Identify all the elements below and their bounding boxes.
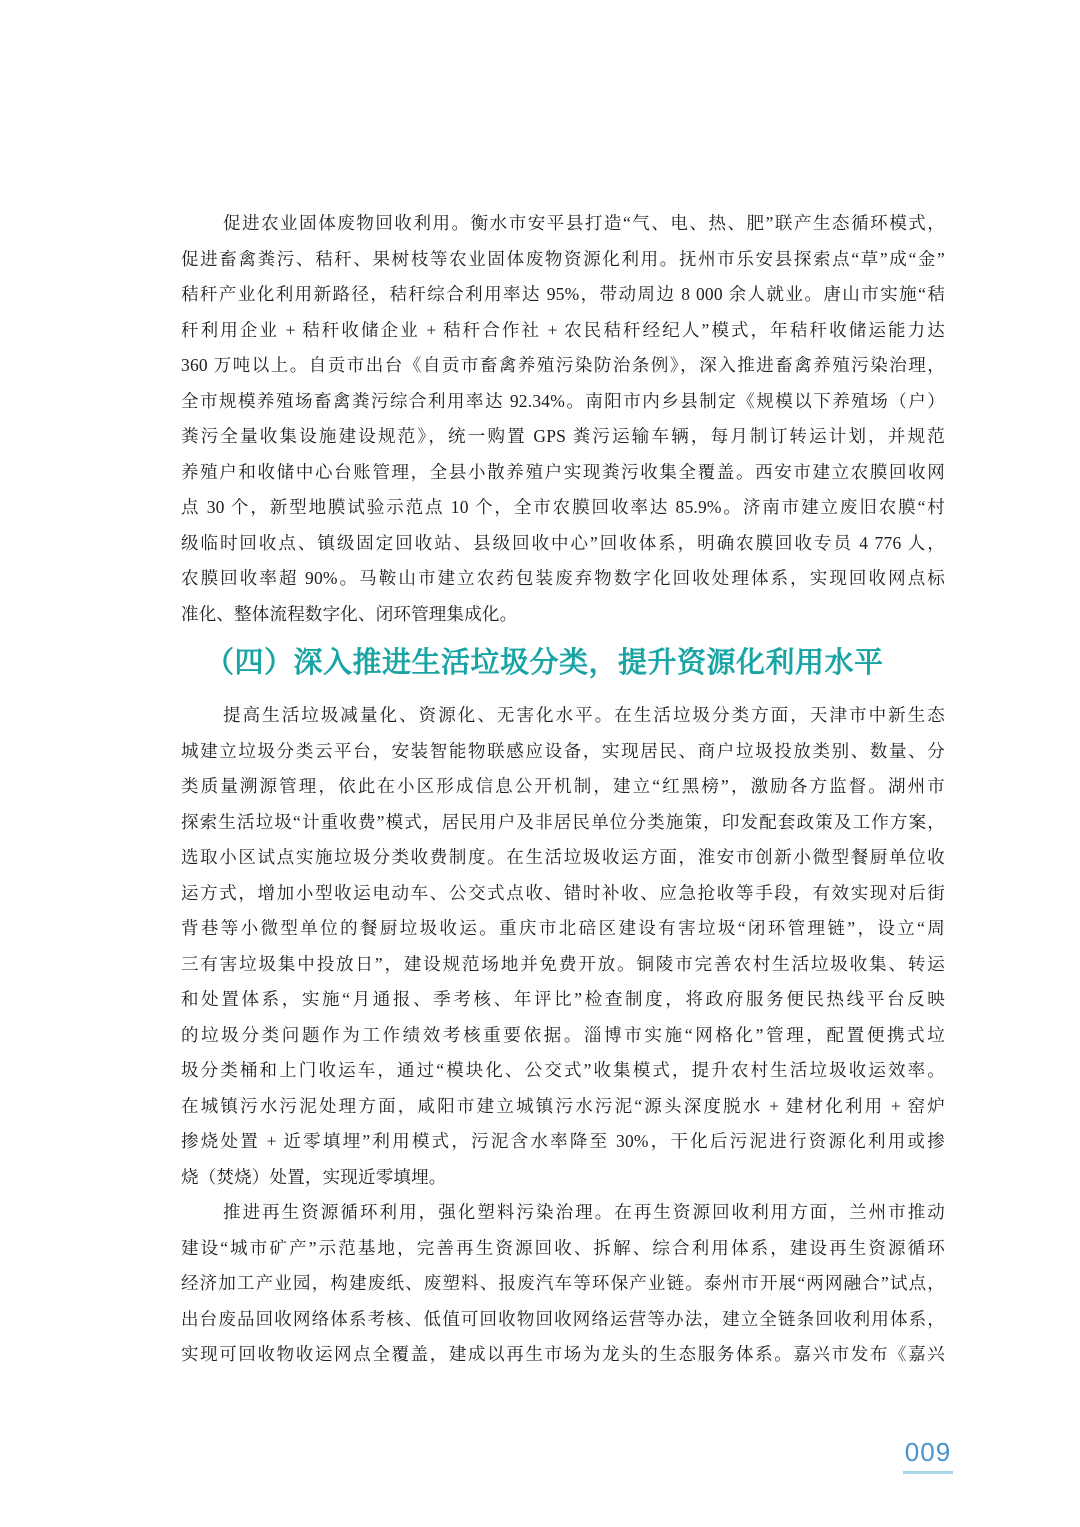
text-line: 三有害垃圾集中投放日”，建设规范场地并免费开放。铜陵市完善农村生活垃圾收集、转运 — [181, 953, 945, 974]
text-line: 和处置体系，实施“月通报、季考核、年评比”检查制度，将政府服务便民热线平台反映 — [181, 989, 945, 1009]
text-line: 经济加工产业园，构建废纸、废塑料、报废汽车等环保产业链。泰州市开展“两网融合”试点， — [181, 1273, 945, 1293]
text-line: 背巷等小微型单位的餐厨垃圾收运。重庆市北碚区建设有害垃圾“闭环管理链”，设立“周 — [181, 918, 945, 938]
text-line: 选取小区试点实施垃圾分类收费制度。在生活垃圾收运方面，淮安市创新小微型餐厨单位收 — [181, 847, 945, 867]
text-line: 烧（焚烧）处置，实现近零填埋。 — [181, 1166, 447, 1187]
text-line: 秸秆产业化利用新路径，秸秆综合利用率达 95%，带动周边 8 000 余人就业。唐山市实施“秸 — [181, 284, 945, 304]
text-line: 粪污全量收集设施建设规范》，统一购置 GPS 粪污运输车辆，每月制订转运计划，并规范 — [181, 426, 945, 446]
page-content — [181, 206, 945, 1373]
text-line: 农膜回收率超 90%。马鞍山市建立农药包装废弃物数字化回收处理体系，实现回收网点标 — [181, 568, 945, 588]
text-line: 全市规模养殖场畜禽粪污综合利用率达 92.34%。南阳市内乡县制定《规模以下养殖场（户） — [181, 390, 945, 411]
text-line: 点 30 个，新型地膜试验示范点 10 个，全市农膜回收率达 85.9%。济南市建立废旧农膜“村 — [181, 497, 945, 517]
text-line: 建设“城市矿产”示范基地，完善再生资源回收、拆解、综合利用体系，建设再生资源循环 — [181, 1237, 945, 1258]
text-line: 的垃圾分类问题作为工作绩效考核重要依据。淄博市实施“网格化”管理，配置便携式垃 — [181, 1024, 945, 1045]
text-line: 促进农业固体废物回收利用。衡水市安平县打造“气、电、热、肥”联产生态循环模式， — [223, 213, 945, 233]
text-line: 出台废品回收网络体系考核、低值可回收物回收网络运营等办法，建立全链条回收利用体系， — [181, 1308, 945, 1329]
text-line: 360 万吨以上。自贡市出台《自贡市畜禽养殖污染防治条例》，深入推进畜禽养殖污染治理， — [181, 355, 945, 375]
text-line: 掺烧处置 + 近零填埋”利用模式，污泥含水率降至 30%，干化后污泥进行资源化利用或掺 — [181, 1131, 945, 1151]
text-line: 城建立垃圾分类云平台，安装智能物联感应设备，实现居民、商户垃圾投放类别、数量、分 — [181, 740, 945, 761]
paragraph — [181, 698, 945, 1195]
text-line: 级临时回收点、镇级固定回收站、县级回收中心”回收体系，明确农膜回收专员 4 776 人， — [181, 532, 945, 553]
text-line: 促进畜禽粪污、秸秆、果树枝等农业固体废物资源化利用。抚州市乐安县探索点“草”成“金” — [181, 248, 945, 269]
text-line: 提高生活垃圾减量化、资源化、无害化水平。在生活垃圾分类方面，天津市中新生态 — [223, 705, 945, 725]
text-line: 运方式，增加小型收运电动车、公交式点收、错时补收、应急抢收等手段，有效实现对后街 — [181, 882, 945, 903]
section-heading: （四）深入推进生活垃圾分类，提升资源化利用水平 — [205, 647, 884, 679]
paragraph — [181, 1195, 945, 1373]
text-line: 探索生活垃圾“计重收费”模式，居民用户及非居民单位分类施策，印发配套政策及工作方案， — [181, 811, 945, 832]
text-line: 圾分类桶和上门收运车，通过“模块化、公交式”收集模式，提升农村生活垃圾收运效率。 — [181, 1060, 945, 1080]
paragraph — [181, 206, 945, 632]
text-line: 实现可回收物收运网点全覆盖，建成以再生市场为龙头的生态服务体系。嘉兴市发布《嘉兴 — [181, 1344, 945, 1364]
text-line: 类质量溯源管理，依此在小区形成信息公开机制，建立“红黑榜”，激励各方监督。湖州市 — [181, 776, 945, 796]
page-number: 009 — [903, 1437, 953, 1474]
text-line: 准化、整体流程数字化、闭环管理集成化。 — [181, 603, 518, 624]
text-line: 在城镇污水污泥处理方面，咸阳市建立城镇污水污泥“源头深度脱水 + 建材化利用 + 窑炉 — [181, 1095, 945, 1116]
text-line: 秆利用企业 + 秸秆收储企业 + 秸秆合作社 + 农民秸秆经纪人”模式，年秸秆收储运能力达 — [181, 319, 945, 340]
text-line: 推进再生资源循环利用，强化塑料污染治理。在再生资源回收利用方面，兰州市推动 — [223, 1202, 945, 1222]
text-line: 养殖户和收储中心台账管理，全县小散养殖户实现粪污收集全覆盖。西安市建立农膜回收网 — [181, 461, 945, 482]
